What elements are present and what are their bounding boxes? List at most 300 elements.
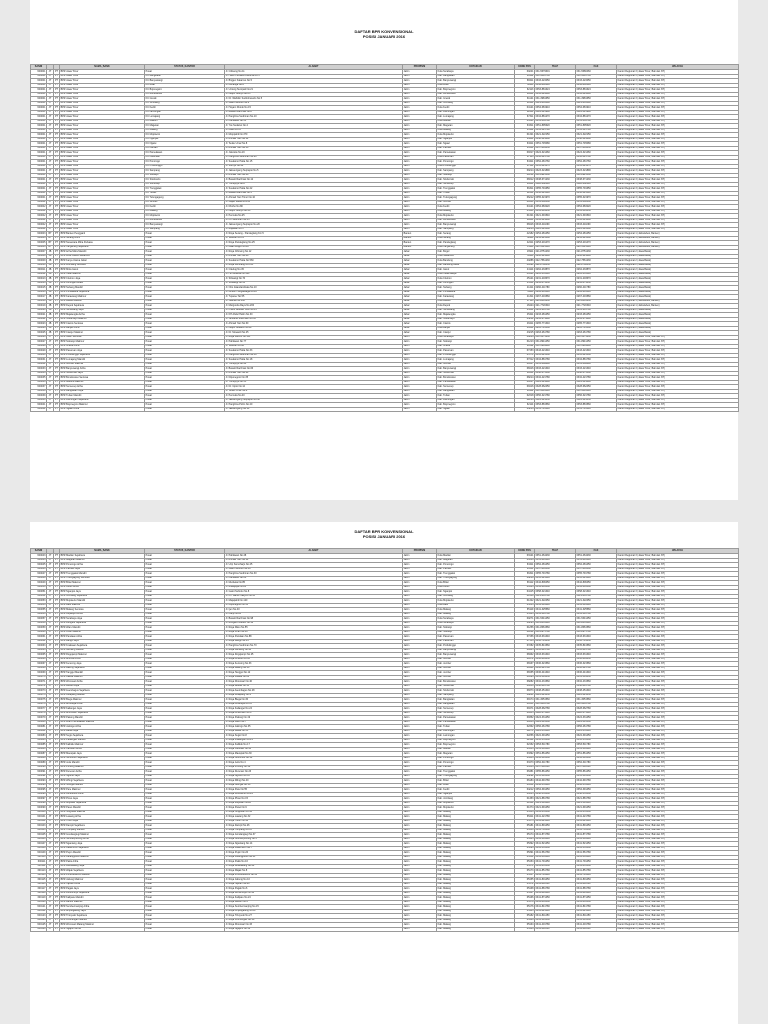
cell-region: JT: [47, 554, 54, 559]
cell-address: Jl. Soekarno Hatta No.22: [225, 187, 403, 192]
cell-entity: PT: [54, 380, 59, 384]
cell-region-office: Kantor Regional 3 (Jawa Timur, Bali dan NT): [617, 693, 739, 698]
cell-region: JT: [47, 371, 54, 376]
cell-region: JT: [47, 846, 54, 851]
cell-code: 600016: [31, 290, 47, 295]
cell-region-office: Kantor Regional 3 (Jawa Timur, Bali dan NT): [617, 671, 739, 676]
cell-bank-name: BPR Probolinggo Sejahtera: [60, 353, 145, 358]
cell-postal-code: 63211: [515, 142, 535, 147]
cell-bank-name: BPR Jawa Timur: [60, 164, 145, 169]
cell-fax: 0321-691450: [576, 806, 617, 811]
cell-province: Jatim: [403, 110, 437, 115]
cell-city: Kab. Malang: [437, 914, 515, 919]
cell-phone: 0341-401780: [535, 923, 576, 928]
cell-phone: 0341-531560: [535, 846, 576, 851]
cell-fax: 0354-391450: [576, 788, 617, 793]
cell-region-office: Kantor Regional 2 (Jawa Barat): [617, 277, 739, 282]
cell-region: JT: [47, 815, 54, 820]
cell-bank-name: BPR Ambunten Sejahtera: [60, 711, 145, 716]
cell-phone: 0232-871450: [535, 281, 576, 286]
cell-fax: 0265-741560: [576, 326, 617, 331]
cell-code: 600001: [31, 110, 47, 115]
cell-city: Kab. Malang: [437, 824, 515, 829]
cell-region: JB: [47, 322, 54, 327]
cell-postal-code: 65174: [515, 833, 535, 838]
cell-fax: 0321-861780: [576, 594, 617, 599]
cell-province: Jatim: [403, 927, 437, 932]
cell-region: JB: [47, 295, 54, 300]
cell-region-office: Kantor Regional 3 (Jawa Timur, Bali dan NT): [617, 819, 739, 824]
cell-postal-code: 69455: [515, 711, 535, 716]
cell-code: 600002: [31, 209, 47, 214]
cell-office-status: KC Lumajang: [145, 115, 225, 120]
cell-province: Jatim: [403, 349, 437, 354]
cell-region: JT: [47, 630, 54, 635]
cell-bank-name: BPR Pacitan Jaya: [60, 567, 145, 572]
cell-region-office: Kantor Regional 3 (Jawa Timur, Bali dan NT): [617, 909, 739, 914]
page-title: DAFTAR BPR KONVENSIONAL: [354, 29, 414, 34]
cell-fax: 0341-395780: [576, 612, 617, 617]
cell-entity: PT: [54, 339, 59, 343]
column-header-bank-name: NAMA_BANK: [60, 549, 145, 554]
cell-bank-name: BPR Krian Makmur: [60, 630, 145, 635]
cell-city: Kab. Sampang: [437, 693, 515, 698]
cell-entity: PT: [54, 724, 59, 728]
cell-code: 600115: [31, 878, 47, 883]
cell-postal-code: 61321: [515, 133, 535, 138]
cell-office-status: Pusat: [145, 250, 225, 255]
cell-code: 600090: [31, 765, 47, 770]
cell-code: 600017: [31, 295, 47, 300]
cell-phone: 0341-461340: [535, 855, 576, 860]
cell-office-status: Pusat: [145, 335, 225, 340]
cell-city: Kab. Banyuwangi: [437, 648, 515, 653]
cell-region: JT: [47, 765, 54, 770]
cell-fax: 0352-311780: [576, 761, 617, 766]
cell-region-office: Kantor Regional 3 (Jawa Timur, Bali dan NT): [617, 788, 739, 793]
cell-region-office: Kantor Regional 3 (Jawa Timur, Bali dan NT): [617, 385, 739, 390]
cell-postal-code: 67282: [515, 644, 535, 649]
column-header-postal-code: KODE POS: [515, 549, 535, 554]
cell-province: Jatim: [403, 106, 437, 111]
cell-region-office: Kantor Regional 3 (Jawa Timur, Bali dan NT): [617, 896, 739, 901]
cell-phone: 0351-895620: [535, 124, 576, 129]
cell-office-status: Pusat: [145, 308, 225, 313]
cell-region: JB: [47, 286, 54, 291]
cell-entity: PT: [54, 312, 59, 316]
cell-phone: 0322-321450: [535, 398, 576, 403]
cell-city: Kab. Jember: [437, 200, 515, 205]
cell-postal-code: 64411: [515, 137, 535, 142]
cell-phone: 0333-841780: [535, 648, 576, 653]
cell-phone: 0336-881450: [535, 657, 576, 662]
cell-postal-code: 66212: [515, 196, 535, 201]
cell-address: Jl. Raya Wlingi No.40: [225, 779, 403, 784]
cell-city: Kab. Malang: [437, 846, 515, 851]
cell-region: JT: [47, 698, 54, 703]
cell-bank-name: BPR Banjar Artha: [60, 326, 145, 331]
cell-code: 600041: [31, 403, 47, 408]
cell-fax: 0351-745340: [576, 407, 617, 412]
cell-bank-name: BPR Ketapang Mandiri: [60, 693, 145, 698]
cell-code: 600101: [31, 815, 47, 820]
cell-code: 600042: [31, 407, 47, 412]
column-header-phone: TELP: [535, 549, 576, 554]
cell-bank-name: BPR Wlingi Sejahtera: [60, 779, 145, 784]
cell-city: Kota Probolinggo: [437, 164, 515, 169]
cell-region-office: Kantor Regional 3 (Jawa Timur, Bali dan NT): [617, 621, 739, 626]
cell-bank-name: BPR Jawa Timur: [60, 151, 145, 156]
cell-address: Jl. Soekarno Hatta No.15: [225, 160, 403, 165]
cell-entity: PT: [54, 859, 59, 863]
cell-address: Jl. Raya Tumpang No.11: [225, 828, 403, 833]
cell-office-status: Pusat: [145, 774, 225, 779]
cell-entity: PT: [54, 576, 59, 580]
cell-region: JT: [47, 797, 54, 802]
cell-bank-name: BPR Ploso Jaya: [60, 797, 145, 802]
column-header-region-office: WILAYAH: [617, 549, 739, 554]
cell-code: 600119: [31, 896, 47, 901]
cell-office-status: Pusat: [145, 923, 225, 928]
cell-phone: 0321-391540: [535, 214, 576, 219]
cell-office-status: Pusat: [145, 666, 225, 671]
cell-region: JT: [47, 146, 54, 151]
cell-fax: 0254-221380: [576, 236, 617, 241]
cell-fax: 0322-391450: [576, 734, 617, 739]
cell-region-office: Kantor Regional 3 (Jawa Timur, Bali dan NT): [617, 639, 739, 644]
cell-entity: PT: [54, 240, 59, 244]
cell-office-status: Pusat: [145, 317, 225, 322]
cell-province: Jatim: [403, 720, 437, 725]
cell-fax: 0335-421560: [576, 353, 617, 358]
cell-office-status: Pusat: [145, 263, 225, 268]
cell-address: Jl. Jokotole No.19: [225, 151, 403, 156]
cell-province: Jabar: [403, 254, 437, 259]
cell-address: Jl. Ahmad Yani No.60: [225, 322, 403, 327]
cell-code: 600116: [31, 882, 47, 887]
cell-postal-code: 65176: [515, 905, 535, 910]
cell-code: 600086: [31, 747, 47, 752]
cell-region: JT: [47, 689, 54, 694]
cell-province: Jatim: [403, 684, 437, 689]
cell-city: Kab. Tuban: [437, 394, 515, 399]
cell-entity: PT: [54, 652, 59, 656]
cell-province: Jatim: [403, 70, 437, 75]
cell-office-status: Pusat: [145, 882, 225, 887]
cell-code: 600018: [31, 299, 47, 304]
cell-phone: 0231-203670: [535, 277, 576, 282]
cell-code: 600108: [31, 846, 47, 851]
cell-province: Jatim: [403, 164, 437, 169]
cell-region-office: Kantor Regional 3 (Jawa Timur, Bali dan NT): [617, 358, 739, 363]
cell-province: Jatim: [403, 205, 437, 210]
cell-fax: 0351-464780: [576, 119, 617, 124]
cell-postal-code: 68311: [515, 371, 535, 376]
cell-entity: PT: [54, 756, 59, 760]
column-header-fax: FAX: [576, 65, 617, 70]
cell-office-status: KC Blitar: [145, 83, 225, 88]
cell-entity: PT: [54, 321, 59, 325]
cell-phone: 0343-631340: [535, 635, 576, 640]
cell-bank-name: BPR Maospati Jaya: [60, 752, 145, 757]
cell-fax: 0354-681560: [576, 585, 617, 590]
cell-phone: 0261-201780: [535, 308, 576, 313]
cell-address: Jl. Raya Maospati No.30: [225, 752, 403, 757]
cell-fax: 0358-321880: [576, 137, 617, 142]
cell-fax: 0341-811560: [576, 882, 617, 887]
cell-region: JT: [47, 115, 54, 120]
cell-entity: PT: [54, 873, 59, 877]
cell-address: Jl. Merdeka No.85: [225, 581, 403, 586]
cell-city: Kab. Jember: [437, 657, 515, 662]
cell-office-status: KC Mojokerto: [145, 214, 225, 219]
cell-region: JB: [47, 268, 54, 273]
cell-bank-name: BPR Pandaan Artha: [60, 635, 145, 640]
cell-entity: PT: [54, 119, 59, 123]
cell-postal-code: 65183: [515, 909, 535, 914]
cell-address: Jl. Raya Kalitidu No.17: [225, 743, 403, 748]
cell-fax: 0336-321560: [576, 662, 617, 667]
cell-province: Jatim: [403, 621, 437, 626]
cell-phone: 0343-741450: [535, 639, 576, 644]
cell-phone: 0358-321340: [535, 590, 576, 595]
cell-bank-name: BPR Pagak Jaya: [60, 887, 145, 892]
cell-code: 600048: [31, 576, 47, 581]
cell-region: JT: [47, 70, 54, 75]
cell-entity: PT: [54, 159, 59, 163]
cell-entity: PT: [54, 375, 59, 379]
cell-phone: 0335-841560: [535, 644, 576, 649]
cell-region-office: Kantor Regional 3 (Jawa Timur, Bali dan NT): [617, 648, 739, 653]
cell-province: Jatim: [403, 747, 437, 752]
cell-code: 600001: [31, 92, 47, 97]
cell-phone: 0341-395780: [535, 612, 576, 617]
cell-province: Jatim: [403, 774, 437, 779]
cell-address: Jl. Trunojoyo No.55: [225, 380, 403, 385]
cell-region-office: Kantor Regional 2 (Jawa Barat): [617, 290, 739, 295]
cell-bank-name: BPR Mojokerto Mandiri: [60, 599, 145, 604]
cell-city: Kota Surabaya: [437, 617, 515, 622]
cell-fax: 0266-221890: [576, 254, 617, 259]
cell-province: Jatim: [403, 335, 437, 340]
cell-fax: 0336-621780: [576, 666, 617, 671]
cell-entity: PT: [54, 909, 59, 913]
cell-city: Kota Mojokerto: [437, 133, 515, 138]
cell-city: Kab. Bangkalan: [437, 389, 515, 394]
cell-postal-code: 15111: [515, 245, 535, 250]
cell-phone: 0356-461780: [535, 725, 576, 730]
cell-phone: 0333-411090: [535, 223, 576, 228]
column-header-postal-code: KODE POS: [515, 65, 535, 70]
cell-region: JT: [47, 792, 54, 797]
cell-bank-name: BPR Ambulu Artha: [60, 657, 145, 662]
cell-fax: 0333-841780: [576, 648, 617, 653]
cell-city: Kab. Bondowoso: [437, 218, 515, 223]
cell-city: Kab. Malang: [437, 927, 515, 932]
cell-fax: 0335-421670: [576, 164, 617, 169]
cell-city: Kab. Majalengka: [437, 313, 515, 318]
cell-office-status: KC Probolinggo: [145, 164, 225, 169]
cell-address: Jl. KH Abdul Halim No.30: [225, 313, 403, 318]
cell-fax: 0351-464230: [576, 554, 617, 559]
cell-city: Kota Surabaya: [437, 70, 515, 75]
cell-code: 600071: [31, 680, 47, 685]
cell-province: Jatim: [403, 101, 437, 106]
cell-entity: PT: [54, 371, 59, 375]
cell-postal-code: 68193: [515, 675, 535, 680]
cell-bank-name: BPR Banten Pengganti: [60, 232, 145, 237]
cell-entity: PT: [54, 326, 59, 330]
cell-city: Kab. Gresik: [437, 344, 515, 349]
cell-region-office: Kantor Regional 3 (Jawa Timur, Bali dan NT): [617, 900, 739, 905]
cell-code: 600022: [31, 317, 47, 322]
cell-phone: 0323-421450: [535, 693, 576, 698]
cell-region-office: Kantor Regional 3 (Jawa Timur, Bali dan NT): [617, 146, 739, 151]
cell-region: JT: [47, 653, 54, 658]
cell-region-office: Kantor Regional 2 (Jawa Barat): [617, 313, 739, 318]
cell-postal-code: 66311: [515, 187, 535, 192]
cell-address: Jl. Raya Ngunut No.33: [225, 774, 403, 779]
cell-phone: 0328-662780: [535, 707, 576, 712]
cell-entity: PT: [54, 819, 59, 823]
cell-region: JT: [47, 743, 54, 748]
cell-address: Jl. Gajah Mada No.145: [225, 200, 403, 205]
cell-region: JT: [47, 837, 54, 842]
cell-fax: 0328-671340: [576, 711, 617, 716]
cell-office-status: Pusat: [145, 801, 225, 806]
cell-phone: 031-3051560: [535, 698, 576, 703]
cell-code: 600036: [31, 380, 47, 385]
cell-city: Kab. Malang: [437, 833, 515, 838]
cell-region: JT: [47, 160, 54, 165]
cell-postal-code: 67312: [515, 358, 535, 363]
cell-bank-name: BPR Balung Sejahtera: [60, 666, 145, 671]
cell-bank-name: BPR Bekasi Mandiri: [60, 299, 145, 304]
cell-address: Jl. Veteran No.15: [225, 236, 403, 241]
cell-entity: PT: [54, 407, 59, 411]
cell-region-office: Kantor Regional 1 (Jabodebek, Banten): [617, 236, 739, 241]
cell-postal-code: 45511: [515, 281, 535, 286]
cell-office-status: Pusat: [145, 770, 225, 775]
cell-postal-code: 68465: [515, 648, 535, 653]
cell-postal-code: 69352: [515, 716, 535, 721]
cell-bank-name: BPR Trenggalek Mandiri: [60, 572, 145, 577]
cell-office-status: KC Sampang: [145, 227, 225, 232]
cell-postal-code: 62113: [515, 88, 535, 93]
cell-postal-code: 63411: [515, 160, 535, 165]
cell-code: 600001: [31, 128, 47, 133]
cell-region: JT: [47, 119, 54, 124]
cell-postal-code: 69317: [515, 151, 535, 156]
cell-code: 600087: [31, 752, 47, 757]
cell-province: Jatim: [403, 743, 437, 748]
cell-fax: 0265-331540: [576, 272, 617, 277]
cell-address: Jl. Raya Wonosari No.33: [225, 923, 403, 928]
cell-fax: 0336-881450: [576, 657, 617, 662]
cell-bank-name: BPR Blitar Makmur: [60, 581, 145, 586]
cell-bank-name: BPR Purwakarta Sejahtera: [60, 290, 145, 295]
cell-fax: 0341-861560: [576, 900, 617, 905]
cell-bank-name: BPR Kalipare Mandiri: [60, 896, 145, 901]
cell-address: Jl. Raya Lembang No.155: [225, 263, 403, 268]
cell-region-office: Kantor Regional 2 (Jawa Barat): [617, 295, 739, 300]
cell-address: Jl. Kawi No.11: [225, 128, 403, 133]
cell-province: Jatim: [403, 846, 437, 851]
cell-fax: 0341-791340: [576, 873, 617, 878]
cell-province: Jatim: [403, 837, 437, 842]
cell-city: Kab. Ponorogo: [437, 160, 515, 165]
cell-phone: 0341-491450: [535, 209, 576, 214]
cell-entity: PT: [54, 882, 59, 886]
cell-region-office: Kantor Regional 2 (Jawa Barat): [617, 281, 739, 286]
cell-entity: PT: [54, 83, 59, 87]
cell-address: Jl. Raya Ploso No.15: [225, 797, 403, 802]
cell-fax: 0336-441340: [576, 671, 617, 676]
cell-code: 600056: [31, 612, 47, 617]
cell-entity: PT: [54, 922, 59, 926]
cell-code: 600075: [31, 698, 47, 703]
cell-region-office: Kantor Regional 1 (Jabodebek, Banten): [617, 304, 739, 309]
cell-region-office: Kantor Regional 2 (Jawa Barat): [617, 308, 739, 313]
cell-entity: PT: [54, 567, 59, 571]
cell-postal-code: 66381: [515, 770, 535, 775]
cell-code: 600109: [31, 851, 47, 856]
cell-entity: PT: [54, 670, 59, 674]
cell-region-office: Kantor Regional 3 (Jawa Timur, Bali dan NT): [617, 680, 739, 685]
cell-code: 600080: [31, 720, 47, 725]
cell-region-office: Kantor Regional 1 (Jabodebek, Banten): [617, 299, 739, 304]
cell-region: JT: [47, 662, 54, 667]
cell-office-status: KC Pasuruan: [145, 155, 225, 160]
cell-postal-code: 42211: [515, 241, 535, 246]
cell-address: Jl. Raya Donomulyo No.18: [225, 891, 403, 896]
cell-entity: PT: [54, 123, 59, 127]
cell-code: 600027: [31, 340, 47, 345]
cell-address: Jl. Veteran No.90: [225, 344, 403, 349]
cell-fax: 0338-891780: [576, 684, 617, 689]
cell-region: JB: [47, 259, 54, 264]
cell-office-status: KC Ngawi: [145, 142, 225, 147]
cell-city: Kab. Ponorogo: [437, 761, 515, 766]
cell-office-status: Pusat: [145, 389, 225, 394]
cell-region-office: Kantor Regional 3 (Jawa Timur, Bali dan NT): [617, 110, 739, 115]
cell-province: Banten: [403, 241, 437, 246]
cell-bank-name: BPR Jawa Timur: [60, 218, 145, 223]
cell-code: 600023: [31, 322, 47, 327]
cell-entity: PT: [54, 684, 59, 688]
cell-bank-name: BPR Jawa Timur: [60, 160, 145, 165]
cell-entity: PT: [54, 294, 59, 298]
cell-address: Jl. Raya Ambunten No.6: [225, 711, 403, 716]
cell-code: 600063: [31, 644, 47, 649]
cell-fax: 021-5521340: [576, 245, 617, 250]
cell-code: 600001: [31, 196, 47, 201]
cell-phone: 0334-881270: [535, 115, 576, 120]
cell-address: Jl. Raya Kasembon No.7: [225, 846, 403, 851]
cell-bank-name: BPR Sumedang Jaya: [60, 308, 145, 313]
cell-address: Jl. Raya Gondanglegi No.37: [225, 833, 403, 838]
cell-entity: PT: [54, 778, 59, 782]
cell-entity: PT: [54, 74, 59, 78]
cell-office-status: KC Magetan: [145, 124, 225, 129]
cell-fax: 0352-481450: [576, 563, 617, 568]
cell-address: Jl. Jaksa Agung Suprapto No.20: [225, 223, 403, 228]
cell-fax: 0332-421880: [576, 218, 617, 223]
cell-entity: PT: [54, 290, 59, 294]
cell-office-status: Pusat: [145, 725, 225, 730]
cell-address: Jl. Raya Wonosari No.40: [225, 680, 403, 685]
cell-province: Jabar: [403, 299, 437, 304]
